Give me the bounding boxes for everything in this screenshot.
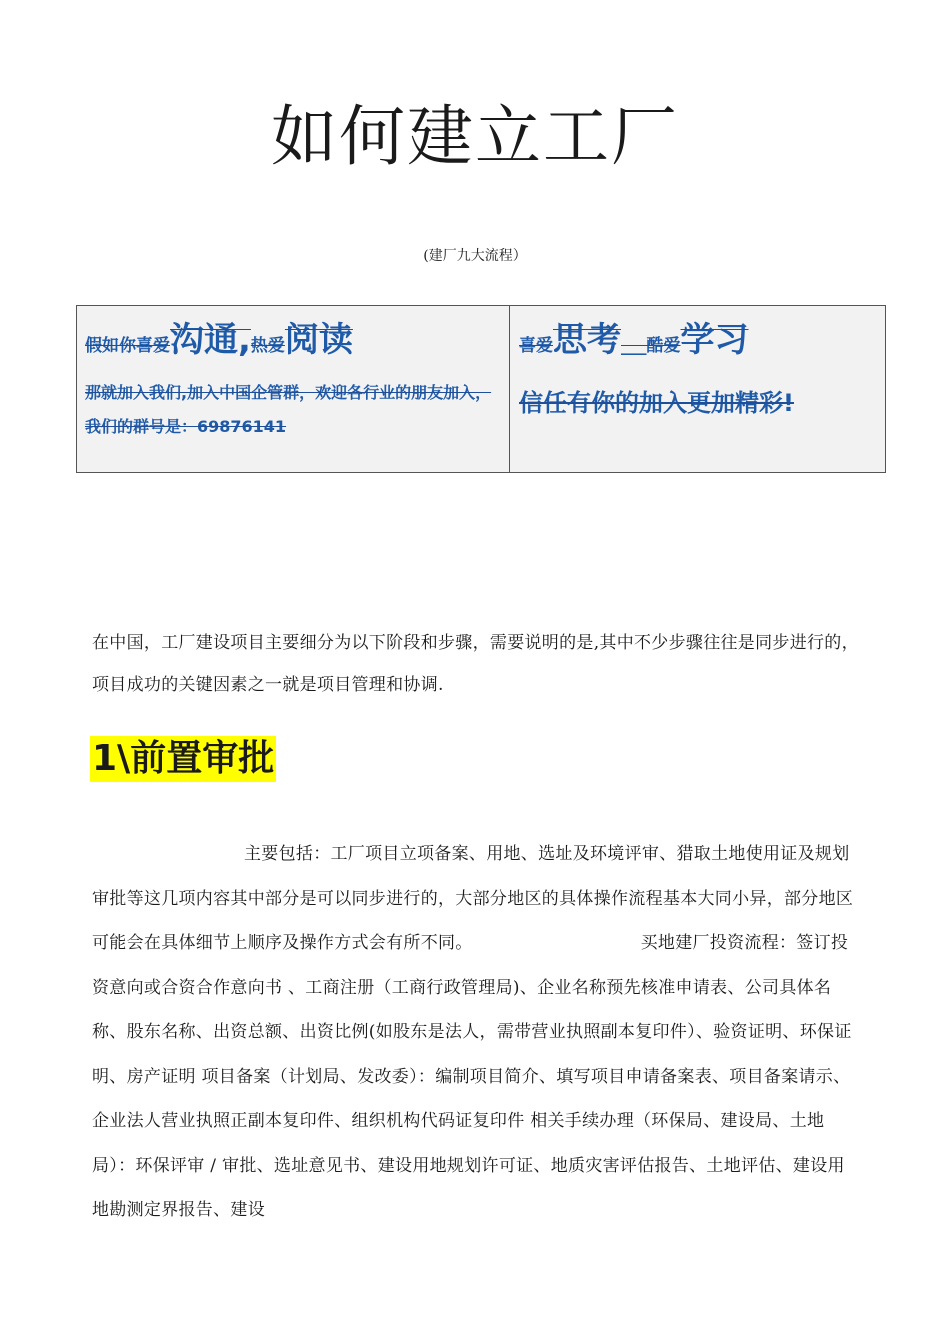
section-heading: 1\前置审批 bbox=[90, 736, 276, 782]
promo-left-headline bbox=[85, 314, 353, 372]
promo-table bbox=[76, 305, 886, 473]
promo-right-tagline: 信任有你的加入更加精彩! bbox=[519, 389, 794, 417]
promo-left-text-1: 假如你喜爱 bbox=[85, 336, 170, 356]
promo-left-cell bbox=[77, 306, 510, 472]
promo-left-emphasis-1: 沟通, bbox=[170, 320, 251, 360]
section-body bbox=[92, 832, 860, 1233]
intro-paragraph: 在中国，工厂建设项目主要细分为以下阶段和步骤，需要说明的是,其中不少步骤往往是同步进行的，项目成功的关键因素之一就是项目管理和协调. bbox=[92, 633, 859, 695]
promo-right-cell bbox=[510, 306, 885, 472]
promo-right-emphasis-1: 思考 bbox=[553, 320, 621, 360]
promo-right-headline bbox=[519, 314, 749, 372]
promo-right-text-2: ___酷爱 bbox=[621, 336, 681, 356]
document-subtitle: (建厂九大流程） bbox=[423, 248, 527, 264]
section-body-part-2: 买地建厂投资流程：签订投资意向或合资合作意向书 、工商注册（工商行政管理局)、企业名称预先核准申请表、公司具体名称、股东名称、出资总额、出资比例(如股东是法人，需带营业执照副本复印件）、验资证明、环保证明、房产证明 项目备案（计划局、发改委）：编制项目简介、填写项目申请备案表、项目备案请示、企业法人营业执照正副本复印件、组织机构代码证复印件 相关手续办理（环保局、建设局、土地局）：环保评审 / 审批、选址意见书、建设用地规划许可证、地质灾害评估报告、土地评估、建设用地勘测定界报告、建设 bbox=[92, 933, 852, 1220]
promo-right-emphasis-2: 学习 bbox=[680, 320, 749, 360]
promo-left-emphasis-2: 阅读 bbox=[284, 320, 353, 360]
section-body-part-1: 主要包括：工厂项目立项备案、用地、选址及环境评审、猎取土地使用证及规划审批等这几项内容其中部分是可以同步进行的，大部分地区的具体操作流程基本大同小异，部分地区可能会在具体细节上顺序及操作方式会有所不同。 bbox=[92, 844, 854, 953]
document-title: 如何建立工厂 bbox=[271, 98, 679, 175]
promo-right-text-1: 喜爱 bbox=[519, 336, 553, 356]
promo-left-text-2: 热爱 bbox=[250, 336, 285, 356]
promo-left-paragraph: 那就加入我们,加入中国企管群，欢迎各行业的朋友加入，我们的群号是：69876141 bbox=[85, 383, 492, 436]
